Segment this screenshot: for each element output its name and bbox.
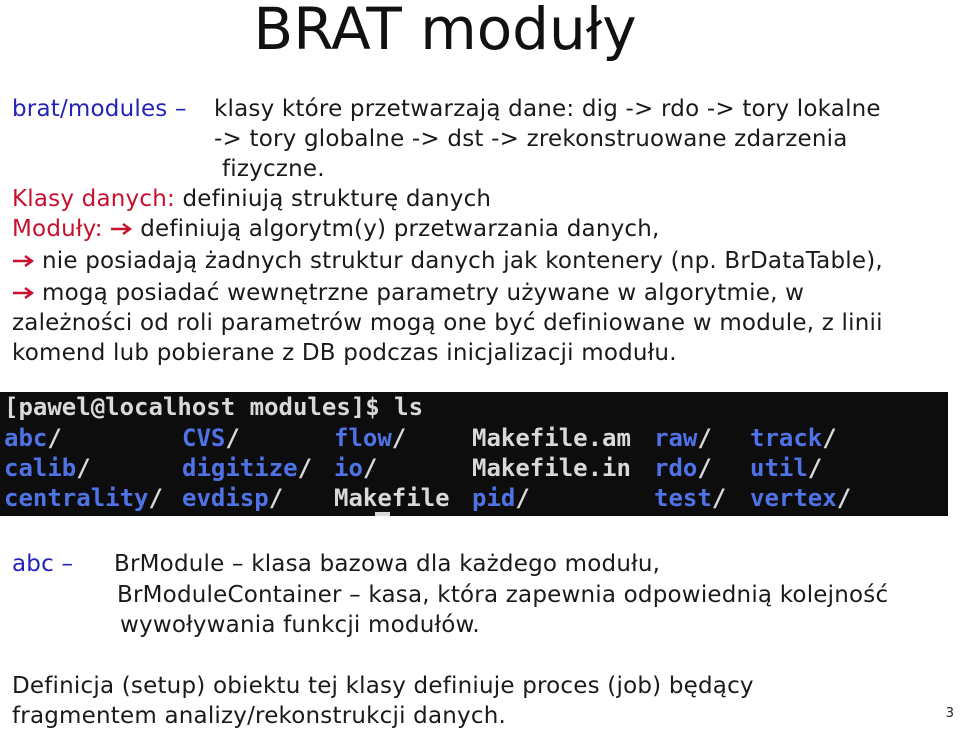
arrow-right-icon bbox=[12, 254, 36, 268]
entry-name: test bbox=[654, 484, 712, 512]
entry-suffix: / bbox=[697, 454, 712, 482]
abc-term: abc – bbox=[12, 551, 74, 577]
entry-name: abc bbox=[4, 424, 48, 452]
abc-line-2: BrModuleContainer – kasa, która zapewnia odpowiednią kolejność bbox=[117, 582, 889, 608]
terminal-screenshot bbox=[0, 392, 948, 516]
terminal-file-entry bbox=[334, 483, 450, 513]
abc-line-3: wywoływania funkcji modułów. bbox=[120, 612, 480, 638]
modules-text-1: definiują algorytm(y) przetwarzania danych, bbox=[140, 216, 660, 242]
entry-name: track bbox=[750, 424, 823, 452]
entry-name: Makefile bbox=[334, 484, 450, 512]
entry-name: CVS bbox=[182, 424, 226, 452]
modules-text-2: nie posiadają żadnych struktur danych jak kontenery (np. BrDataTable), bbox=[42, 248, 883, 274]
entry-suffix: / bbox=[515, 484, 530, 512]
entry-suffix: / bbox=[47, 424, 62, 452]
entry-name: pid bbox=[472, 484, 516, 512]
terminal-dir-entry bbox=[4, 453, 91, 483]
arrow-right-icon bbox=[12, 286, 36, 300]
modules-term: Moduły: bbox=[12, 216, 103, 242]
entry-suffix: / bbox=[822, 424, 837, 452]
terminal-dir-entry bbox=[182, 453, 312, 483]
terminal-dir-entry bbox=[182, 423, 240, 453]
data-classes-text: definiują strukturę danych bbox=[182, 186, 492, 212]
terminal-dir-entry bbox=[4, 423, 62, 453]
entry-name: vertex bbox=[750, 484, 837, 512]
entry-name: digitize bbox=[182, 454, 298, 482]
entry-name: flow bbox=[334, 424, 392, 452]
entry-name: Makefile.in bbox=[472, 454, 631, 482]
terminal-prompt: [pawel@localhost modules]$ ls bbox=[4, 393, 424, 421]
page-number: 3 bbox=[945, 706, 954, 721]
modules-text-4: zależności od roli parametrów mogą one być definiowane w module, z linii bbox=[12, 310, 883, 336]
terminal-dir-entry bbox=[4, 483, 163, 513]
terminal-dir-entry bbox=[654, 453, 712, 483]
modules-line-1 bbox=[12, 214, 660, 244]
definition-line-1: Definicja (setup) obiektu tej klasy definiuje proces (job) będący bbox=[12, 673, 754, 699]
modules-text-5: komend lub pobierane z DB podczas inicjalizacji modułu. bbox=[12, 340, 677, 366]
modules-line-2 bbox=[12, 246, 883, 276]
data-classes-term: Klasy danych: bbox=[12, 186, 175, 212]
definition-line-2: fragmentem analizy/rekonstrukcji danych. bbox=[12, 703, 506, 729]
terminal-dir-entry bbox=[750, 453, 822, 483]
terminal-cursor bbox=[375, 512, 390, 516]
entry-suffix: / bbox=[836, 484, 852, 512]
terminal-dir-entry bbox=[654, 423, 712, 453]
terminal-file-entry bbox=[472, 453, 631, 483]
entry-name: util bbox=[750, 454, 808, 482]
terminal-dir-entry bbox=[334, 453, 377, 483]
entry-suffix: / bbox=[76, 454, 91, 482]
entry-name: Makefile.am bbox=[472, 424, 631, 452]
entry-name: evdisp bbox=[182, 484, 269, 512]
entry-suffix: / bbox=[268, 484, 284, 512]
terminal-dir-entry bbox=[334, 423, 406, 453]
terminal-dir-entry bbox=[182, 483, 283, 513]
modules-line-3 bbox=[12, 278, 804, 308]
terminal-dir-entry bbox=[472, 483, 530, 513]
terminal-dir-entry bbox=[750, 483, 851, 513]
abc-line-1: BrModule – klasa bazowa dla każdego modułu, bbox=[114, 551, 661, 577]
entry-name: calib bbox=[4, 454, 77, 482]
entry-suffix: / bbox=[225, 424, 240, 452]
terminal-file-entry bbox=[472, 423, 631, 453]
slide-title: BRAT moduły bbox=[253, 0, 637, 63]
terminal-dir-entry bbox=[750, 423, 837, 453]
intro-line-2: -> tory globalne -> dst -> zrekonstruowane zdarzenia bbox=[214, 126, 848, 152]
terminal-dir-entry bbox=[654, 483, 726, 513]
entry-name: centrality bbox=[4, 484, 149, 512]
data-classes-line bbox=[12, 184, 491, 214]
entry-name: rdo bbox=[654, 454, 698, 482]
entry-suffix: / bbox=[711, 484, 727, 512]
intro-line-3: fizyczne. bbox=[222, 156, 325, 182]
entry-name: io bbox=[334, 454, 363, 482]
entry-suffix: / bbox=[697, 424, 712, 452]
intro-line-1: klasy które przetwarzają dane: dig -> rdo -> tory lokalne bbox=[214, 96, 881, 122]
entry-name: raw bbox=[654, 424, 698, 452]
entry-suffix: / bbox=[297, 454, 313, 482]
entry-suffix: / bbox=[362, 454, 378, 482]
entry-suffix: / bbox=[807, 454, 823, 482]
modules-text-3: mogą posiadać wewnętrzne parametry używane w algorytmie, w bbox=[42, 280, 805, 306]
entry-suffix: / bbox=[148, 484, 163, 512]
arrow-right-icon bbox=[110, 222, 134, 236]
intro-term: brat/modules – bbox=[12, 96, 187, 122]
entry-suffix: / bbox=[391, 424, 407, 452]
